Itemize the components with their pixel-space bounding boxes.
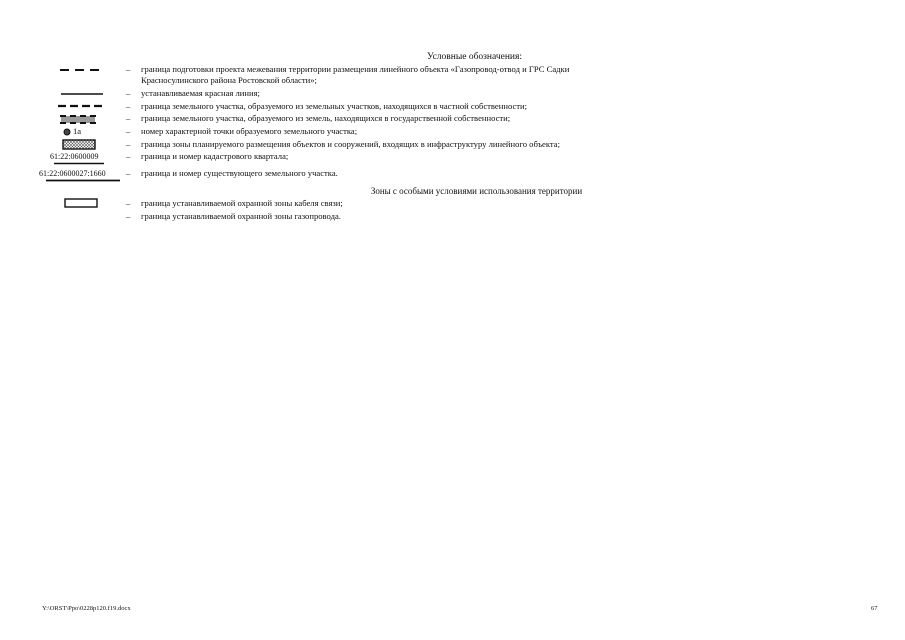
page-number: 67 bbox=[871, 605, 878, 612]
point-marker-icon bbox=[63, 128, 71, 136]
point-label: 1а bbox=[73, 126, 82, 136]
legend-item-text: граница и номер кадастрового квартала; bbox=[141, 151, 289, 161]
legend-item-text: граница земельного участка, образуемого из земель, находящихся в государственной собственности; bbox=[141, 113, 511, 123]
legend-item-text: устанавливаемая красная линия; bbox=[141, 88, 260, 98]
footer-file-path: Y:\ORST\Ppo\0228p120.f19.docx bbox=[42, 605, 131, 612]
legend-item-text: номер характерной точки образуемого земельного участка; bbox=[141, 126, 358, 136]
rectangle-outline-symbol bbox=[64, 198, 98, 208]
legend-item-text: Красносулинского района Ростовской области»; bbox=[141, 75, 317, 85]
legend-title: Условные обозначения: bbox=[426, 52, 522, 62]
dashed-line-symbol bbox=[60, 68, 104, 72]
zones-title: Зоны с особыми условиями использования территории bbox=[370, 186, 583, 196]
cadastral-quarter-label: 61:22:0600009 bbox=[50, 152, 99, 161]
solid-line-symbol bbox=[46, 179, 120, 182]
dashed-line-symbol bbox=[58, 104, 104, 108]
legend-item-text: граница земельного участка, образуемого из земельных участков, находящихся в частной собственности; bbox=[141, 101, 528, 111]
solid-line-symbol bbox=[54, 162, 104, 165]
legend-item-text: граница и номер существующего земельного участка. bbox=[141, 168, 338, 178]
solid-line-symbol bbox=[61, 92, 103, 96]
legend-item-text: граница устанавливаемой охранной зоны газопровода. bbox=[141, 211, 341, 221]
hatched-box-symbol bbox=[62, 139, 96, 150]
legend-item-text: граница устанавливаемой охранной зоны кабеля связи; bbox=[141, 198, 343, 208]
legend-item-text: граница подготовки проекта межевания территории размещения линейного объекта «Газопровод-отвод и ГРС Садки bbox=[141, 64, 570, 74]
existing-parcel-label: 61:22:0600027:1660 bbox=[39, 169, 106, 178]
legend-item-text: граница зоны планируемого размещения объектов и сооружений, входящих в инфраструктуру линейного объекта; bbox=[141, 139, 560, 149]
gray-dashed-box-symbol bbox=[60, 114, 96, 124]
